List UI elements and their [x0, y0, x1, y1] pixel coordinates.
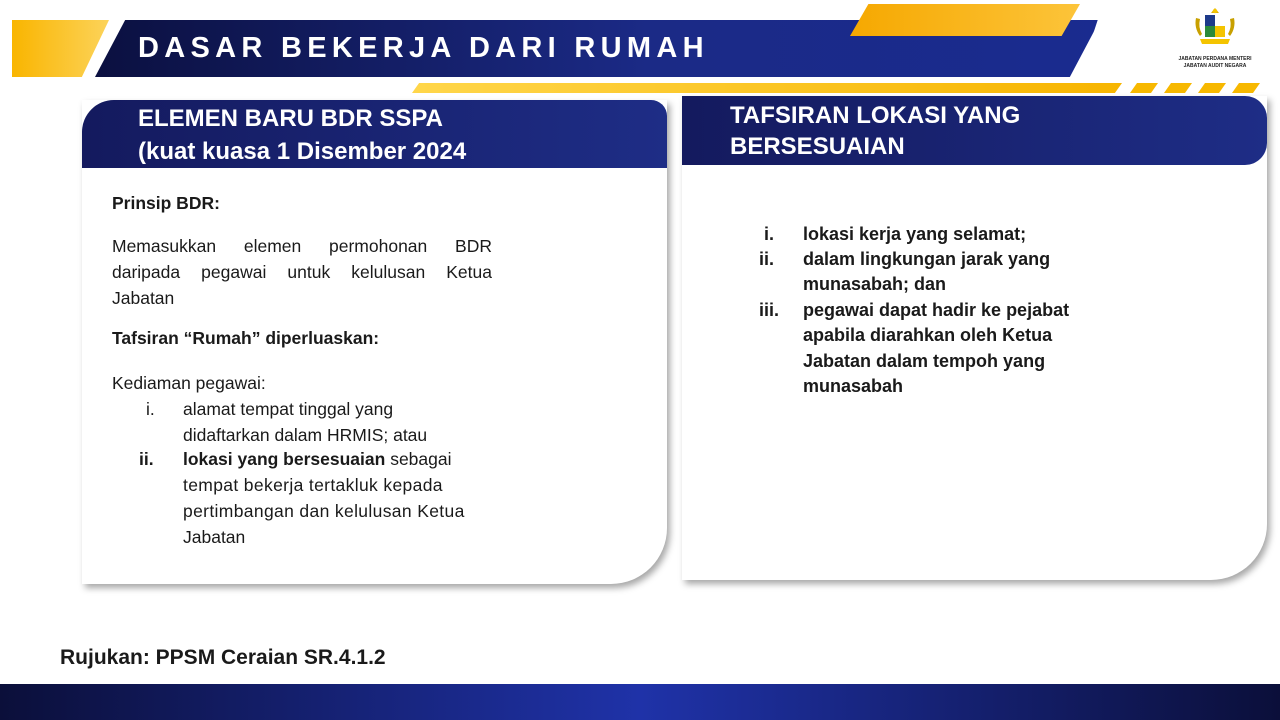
item-text-line: Jabatan: [183, 527, 246, 547]
logo-caption: JABATAN PERDANA MENTERI JABATAN AUDIT NEGARA: [1178, 56, 1252, 69]
right-panel: [682, 96, 1267, 580]
item-text-line: pertimbangan dan kelulusan Ketua: [183, 501, 465, 521]
left-heading-line2: (kuat kuasa 1 Disember 2024: [138, 138, 467, 165]
right-panel-heading: [682, 96, 1267, 165]
coat-of-arms-icon: [1192, 6, 1238, 48]
page-title: DASAR BEKERJA DARI RUMAH: [138, 32, 709, 64]
item-number: iii.: [759, 300, 780, 320]
right-heading-line2: BERSESUAIAN: [730, 133, 905, 160]
home-definition-title: Tafsiran “Rumah” diperluaskan:: [112, 328, 380, 348]
residence-intro: Kediaman pegawai:: [112, 373, 266, 393]
gold-stripe: [412, 83, 1270, 93]
item-text-line: Jabatan dalam tempoh yang: [803, 351, 1046, 371]
item-text-line: alamat tempat tinggal yang: [183, 399, 394, 419]
item-text-line: dalam lingkungan jarak yang: [803, 249, 1051, 269]
item-text-line: munasabah: [803, 376, 904, 396]
item-number: i.: [764, 224, 775, 244]
item-text-line: lokasi kerja yang selamat;: [803, 224, 1027, 244]
left-panel-heading: [82, 100, 667, 168]
reference-note: Rujukan: PPSM Ceraian SR.4.1.2: [60, 646, 386, 669]
item-text-line: munasabah; dan: [803, 274, 947, 294]
header-gold-accent: [850, 4, 1080, 36]
right-heading-line1: TAFSIRAN LOKASI YANG: [730, 102, 1021, 129]
left-panel: [82, 100, 667, 584]
item-text-line: apabila diarahkan oleh Ketua: [803, 325, 1053, 345]
item-number: ii.: [759, 249, 775, 269]
item-text-line: tempat bekerja tertakluk kepada: [183, 475, 443, 495]
item-number: ii.: [139, 449, 154, 469]
item-text-line: pegawai dapat hadir ke pejabat: [803, 300, 1070, 320]
item-text-line: lokasi yang bersesuaian sebagai: [183, 449, 452, 469]
left-heading-line1: ELEMEN BARU BDR SSPA: [138, 105, 443, 132]
item-text-line: didaftarkan dalam HRMIS; atau: [183, 425, 428, 445]
item-number: i.: [146, 399, 155, 419]
principle-title: Prinsip BDR:: [112, 193, 220, 213]
header-gold-tab: [12, 20, 109, 77]
principle-text: Memasukkan elemen permohonan BDR daripada pegawai untuk kelulusan Ketua Jabatan: [112, 236, 492, 308]
suitable-location-emphasis: lokasi yang bersesuaian: [183, 449, 386, 469]
footer-bar: [0, 684, 1280, 720]
